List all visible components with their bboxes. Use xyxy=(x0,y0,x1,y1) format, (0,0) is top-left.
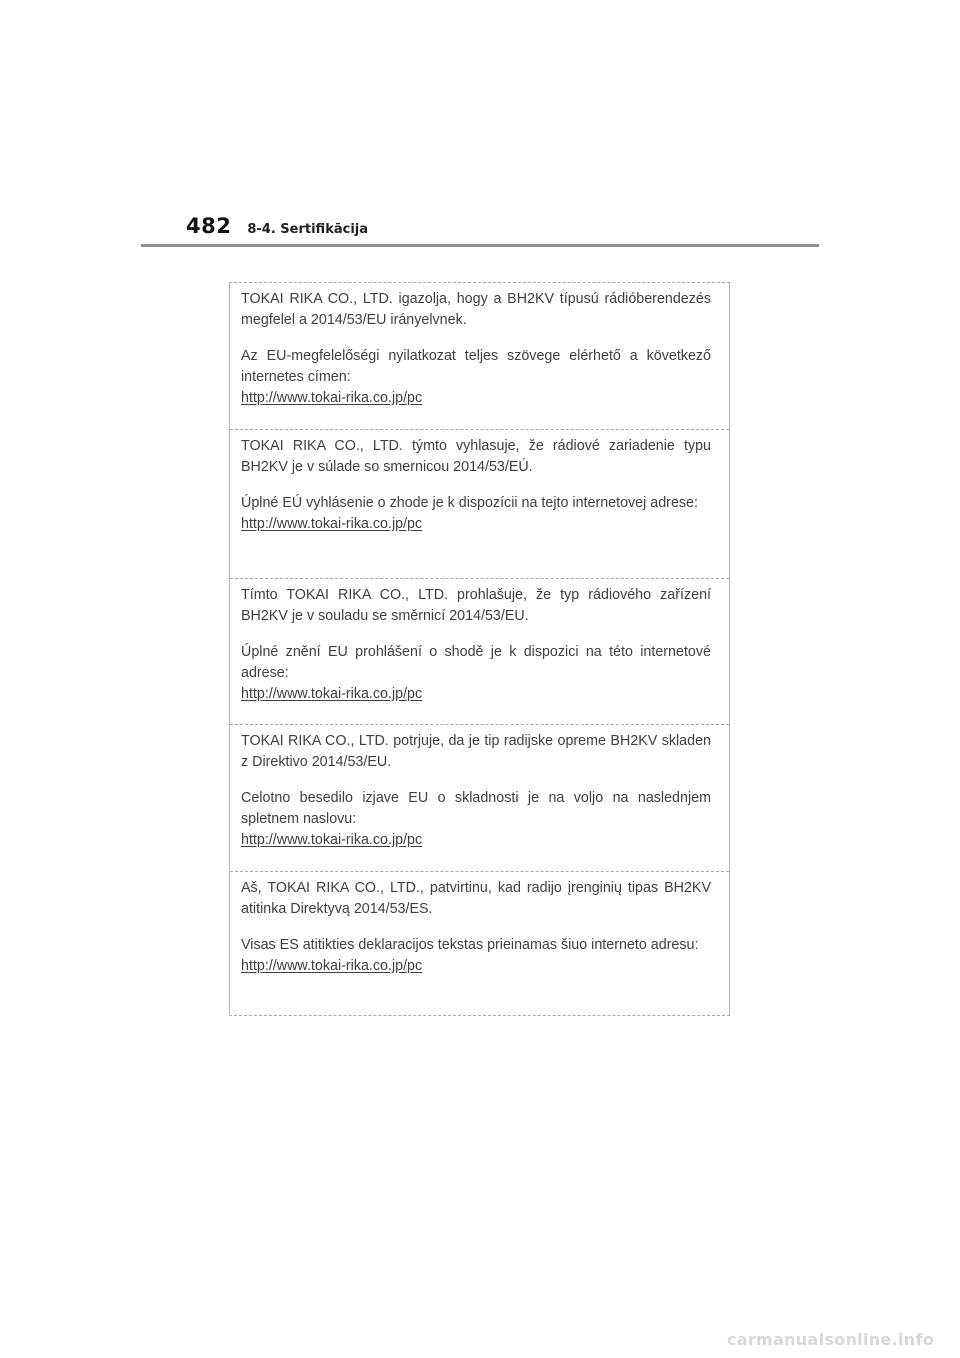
declaration-statement: TOKAI RIKA CO., LTD. týmto vyhlasuje, že rádiové zariadenie typu BH2KV je v súlade so smernicou 2014/53/EÚ. xyxy=(241,438,711,475)
declaration-slovenian xyxy=(230,724,729,871)
declaration-czech xyxy=(230,578,729,724)
declaration-url-link[interactable]: http://www.tokai-rika.co.jp/pc xyxy=(241,686,423,702)
declaration-availability: Visas ES atitikties deklaracijos tekstas prieinamas šiuo interneto adresu: xyxy=(241,937,699,953)
section-title: 8-4. Sertifikācija xyxy=(247,222,368,237)
declaration-hungarian xyxy=(230,283,729,429)
declaration-availability: Az EU-megfelelőségi nyilatkozat teljes szövege elérhető a következő internetes címen: xyxy=(241,348,711,385)
declaration-url-link[interactable]: http://www.tokai-rika.co.jp/pc xyxy=(241,832,423,848)
declaration-statement: Aš, TOKAI RIKA CO., LTD., patvirtinu, kad radijo įrenginių tipas BH2KV atitinka Direktyvą 2014/53/ES. xyxy=(241,880,711,917)
declaration-lithuanian xyxy=(230,871,729,1015)
page-number: 482 xyxy=(186,214,232,238)
declaration-statement: TOKAI RIKA CO., LTD. igazolja, hogy a BH2KV típusú rádióberendezés megfelel a 2014/53/EU irányelvnek. xyxy=(241,291,711,328)
declaration-url-link[interactable]: http://www.tokai-rika.co.jp/pc xyxy=(241,958,423,974)
watermark: carmanualsonline.info xyxy=(726,1330,934,1349)
header-divider xyxy=(141,244,819,247)
declaration-availability: Úplné EÚ vyhlásenie o zhode je k dispozícii na tejto internetovej adrese: xyxy=(241,495,698,511)
declaration-statement: Tímto TOKAI RIKA CO., LTD. prohlašuje, že typ rádiového zařízení BH2KV je v souladu se směrnicí 2014/53/EU. xyxy=(241,587,711,624)
declaration-availability: Úplné znění EU prohlášení o shodě je k dispozici na této internetové adrese: xyxy=(241,644,711,681)
declaration-url-link[interactable]: http://www.tokai-rika.co.jp/pc xyxy=(241,390,423,406)
declarations-box xyxy=(229,282,730,1016)
declaration-url-link[interactable]: http://www.tokai-rika.co.jp/pc xyxy=(241,516,423,532)
declaration-statement: TOKAI RIKA CO., LTD. potrjuje, da je tip radijske opreme BH2KV skladen z Direktivo 2014/53/EU. xyxy=(241,733,711,770)
declaration-slovak xyxy=(230,429,729,578)
page-header xyxy=(186,214,368,244)
declaration-availability: Celotno besedilo izjave EU o skladnosti je na voljo na naslednjem spletnem naslovu: xyxy=(241,790,711,827)
